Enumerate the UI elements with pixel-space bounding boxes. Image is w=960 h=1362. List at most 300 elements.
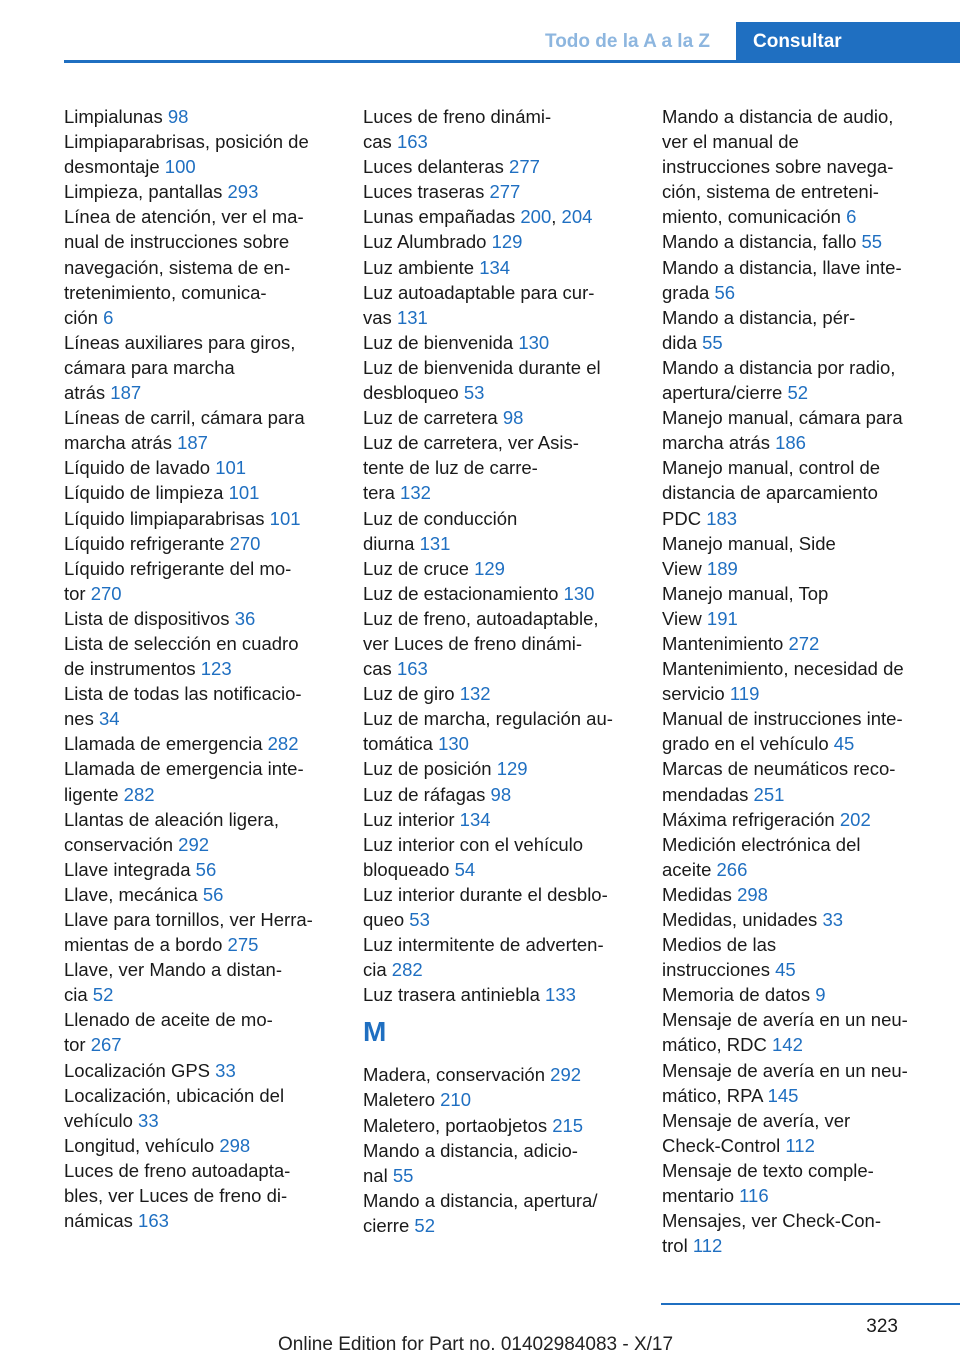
page-link[interactable]: 251 <box>753 783 785 805</box>
page-link[interactable]: 123 <box>200 658 232 680</box>
index-term-text: Longitud, vehículo <box>64 1134 215 1156</box>
index-entry-line <box>662 255 947 280</box>
index-entry <box>363 581 638 606</box>
index-term-text: vehículo <box>64 1109 133 1131</box>
index-term-text: mático, RPA <box>662 1084 763 1106</box>
index-term-text: tor <box>64 1034 86 1056</box>
page-link[interactable]: 52 <box>414 1214 435 1236</box>
index-entry-line <box>662 154 947 179</box>
index-entry-line <box>363 782 638 807</box>
page-link[interactable]: 55 <box>861 231 883 253</box>
page-link[interactable]: 267 <box>90 1034 122 1056</box>
index-entry-line <box>662 355 947 380</box>
index-term-text: Luces de freno autoadapta- <box>64 1159 291 1181</box>
index-entry <box>662 229 947 254</box>
index-entry-line <box>64 756 339 781</box>
index-entry-line <box>363 305 638 330</box>
index-term-text: nes <box>64 708 94 730</box>
index-term-text: diurna <box>363 532 415 554</box>
page-link[interactable]: 270 <box>229 532 261 554</box>
page-link[interactable]: 52 <box>92 984 114 1006</box>
index-term-text: grada <box>662 281 710 303</box>
page-link[interactable]: 129 <box>474 557 505 579</box>
index-term-text: mático, RDC <box>662 1034 767 1056</box>
index-entry-line <box>662 581 947 606</box>
index-entry <box>363 506 638 556</box>
index-term-text: Manejo manual, Top <box>662 582 829 604</box>
page-link[interactable]: 131 <box>396 306 428 328</box>
index-entry-line <box>662 782 947 807</box>
index-term-text: de instrumentos <box>64 658 196 680</box>
index-entry-line <box>64 154 339 179</box>
index-term-text: instrucciones <box>662 959 770 981</box>
index-term-text: Mando a distancia por radio, <box>662 356 896 378</box>
index-entry-line <box>64 480 339 505</box>
index-entry <box>662 756 947 806</box>
index-entry <box>64 179 339 204</box>
index-entry-line <box>363 606 638 631</box>
index-entry <box>363 430 638 505</box>
index-entry-line <box>64 405 339 430</box>
index-term-text: queo <box>363 909 405 930</box>
page-link[interactable]: 101 <box>269 507 301 529</box>
index-entry <box>363 280 638 330</box>
page-link[interactable]: 98 <box>502 407 524 429</box>
page-link[interactable]: 277 <box>509 156 540 178</box>
index-term-text: Máxima refrigeración <box>662 808 835 830</box>
page-link[interactable]: 9 <box>815 984 826 1006</box>
index-entry-line <box>363 380 638 405</box>
page-link[interactable]: 132 <box>459 683 491 705</box>
index-term-text: Medios de las <box>662 934 777 956</box>
index-entry-line <box>64 1133 339 1158</box>
page-link[interactable]: 33 <box>215 1059 236 1081</box>
page-link[interactable]: 163 <box>396 131 428 153</box>
index-entry <box>363 982 638 1007</box>
index-entry <box>363 1138 638 1188</box>
index-term-text: Lista de selección en cuadro <box>64 632 299 654</box>
index-entry <box>64 531 339 556</box>
page-link[interactable]: 53 <box>463 382 485 404</box>
index-entry-line <box>662 1058 947 1083</box>
index-entry <box>662 1058 947 1108</box>
page-link[interactable]: 142 <box>772 1034 803 1056</box>
index-entry-line <box>64 129 339 154</box>
index-entry <box>64 1083 339 1133</box>
index-entry-line <box>64 430 339 455</box>
breadcrumb: Todo de la A a la Z <box>545 31 711 52</box>
index-term-text: tera <box>363 482 395 504</box>
page-link[interactable]: 134 <box>459 808 491 830</box>
page-link[interactable]: 98 <box>167 106 189 127</box>
index-term-text: ligente <box>64 783 119 805</box>
index-term-text: miento, comunicación <box>662 206 841 228</box>
index-term-text: Manejo manual, cámara para <box>662 407 903 429</box>
index-term-text: atrás <box>64 382 106 404</box>
index-term-text: Luz interior durante el desblo- <box>363 883 608 905</box>
index-entry-line <box>662 280 947 305</box>
index-entry-line <box>363 982 638 1007</box>
index-term-text: Mando a distancia, apertura/ <box>363 1189 598 1211</box>
page-link[interactable]: 119 <box>729 683 760 705</box>
page-link[interactable]: 202 <box>839 808 871 830</box>
index-term-text: Llamada de emergencia inte- <box>64 758 304 780</box>
index-term-text: Luces delanteras <box>363 156 504 178</box>
index-entry-line <box>363 506 638 531</box>
index-entry <box>662 907 947 932</box>
index-entry <box>363 807 638 832</box>
page-link[interactable]: 101 <box>228 482 260 504</box>
index-term-text: Llave, mecánica <box>64 883 198 905</box>
page-link[interactable]: 116 <box>739 1185 769 1207</box>
page-link[interactable]: 163 <box>138 1210 169 1232</box>
page-link[interactable]: 129 <box>496 758 528 780</box>
index-term-text: ver el manual de <box>662 131 799 153</box>
index-entry-line <box>363 656 638 681</box>
page-link[interactable]: 282 <box>391 959 423 981</box>
index-entry-line <box>662 531 947 556</box>
index-entry-line <box>64 556 339 581</box>
page-link[interactable]: 186 <box>775 432 806 454</box>
page-link[interactable]: 292 <box>178 833 210 855</box>
index-entry-line <box>64 255 339 280</box>
index-entry <box>662 982 947 1007</box>
index-term-text: Localización GPS <box>64 1059 211 1081</box>
page-link[interactable]: 112 <box>692 1235 723 1257</box>
index-term-text: conservación <box>64 833 174 855</box>
index-entry-line <box>662 556 947 581</box>
index-term-text: Mensaje de texto comple- <box>662 1159 874 1181</box>
page-link[interactable]: 6 <box>846 206 857 228</box>
index-term-text: navegación, sistema de en- <box>64 256 291 278</box>
page-link[interactable]: 130 <box>518 331 550 353</box>
index-entry-line <box>64 706 339 731</box>
page-link[interactable]: 210 <box>440 1089 471 1111</box>
index-entry-line <box>363 1087 638 1112</box>
index-entry <box>662 656 947 706</box>
page-link[interactable]: 98 <box>490 783 512 805</box>
index-term-text: Luz de carretera <box>363 407 498 429</box>
index-entry-line <box>64 355 339 380</box>
index-entry-line <box>662 179 947 204</box>
index-term-text: Mantenimiento <box>662 632 784 654</box>
index-entry <box>662 1208 947 1258</box>
index-entry-line <box>363 907 638 932</box>
index-entry-line <box>662 1233 947 1258</box>
index-term-text: Manejo manual, Side <box>662 532 836 554</box>
index-term-text: Limpiaparabrisas, posición de <box>64 131 309 153</box>
index-entry <box>662 807 947 832</box>
page-link[interactable]: 55 <box>702 331 723 353</box>
index-entry-line <box>363 480 638 505</box>
index-entry-line <box>64 631 339 656</box>
section-tab: Consultar <box>736 22 960 63</box>
index-term-text: Luces de freno dinámi- <box>363 106 552 127</box>
index-entry-line <box>363 430 638 455</box>
index-entry-line <box>363 455 638 480</box>
index-entry-line <box>64 305 339 330</box>
index-entry-line <box>662 330 947 355</box>
page-link[interactable]: 293 <box>227 181 259 203</box>
index-entry-line <box>363 129 638 154</box>
index-column-2 <box>363 104 638 1238</box>
index-entry <box>64 857 339 882</box>
index-term-text: Luz de bienvenida durante el <box>363 356 601 378</box>
index-entry-line <box>64 531 339 556</box>
page-link[interactable]: 52 <box>787 382 809 404</box>
index-entry <box>64 731 339 756</box>
index-entry <box>64 807 339 857</box>
index-entry <box>64 1133 339 1158</box>
index-term-text: Línea de atención, ver el ma- <box>64 206 304 228</box>
index-term-text: Luz de cruce <box>363 557 469 579</box>
page-link[interactable]: 45 <box>833 733 855 755</box>
page-link[interactable]: 45 <box>775 959 796 981</box>
index-entry-line <box>64 104 339 129</box>
page-link[interactable]: 130 <box>438 733 469 755</box>
page-link[interactable]: 36 <box>234 607 256 629</box>
page-link[interactable]: 101 <box>215 457 247 479</box>
page-link[interactable]: 55 <box>392 1164 414 1186</box>
index-term-text: Lunas empañadas <box>363 206 516 228</box>
index-entry-line <box>64 1208 339 1233</box>
index-entry <box>64 681 339 731</box>
index-entry-line <box>363 154 638 179</box>
page-link[interactable]: 53 <box>409 909 430 930</box>
index-entry-line <box>64 581 339 606</box>
index-entry <box>64 506 339 531</box>
index-entry <box>363 556 638 581</box>
index-entry-line <box>363 1188 638 1213</box>
index-entry-line <box>64 455 339 480</box>
index-term-text: Mensaje de avería, ver <box>662 1109 851 1131</box>
page-link[interactable]: 270 <box>90 582 122 604</box>
index-entry-line <box>64 229 339 254</box>
index-entry-line <box>662 857 947 882</box>
index-entry <box>64 606 339 631</box>
page-link[interactable]: 145 <box>767 1084 799 1106</box>
index-term-text: cas <box>363 131 392 153</box>
index-entry-line <box>662 756 947 781</box>
index-column-1 <box>64 104 339 1233</box>
index-term-text: Marcas de neumáticos reco- <box>662 758 896 780</box>
page-link[interactable]: 56 <box>714 281 736 303</box>
index-term-text: Luz de ráfagas <box>363 783 486 805</box>
index-term-text: cia <box>363 959 387 981</box>
index-entry-line <box>64 731 339 756</box>
index-entry <box>64 556 339 606</box>
index-term-text: Llave, ver Mando a distan- <box>64 959 283 981</box>
index-entry-line <box>662 706 947 731</box>
index-term-text: Mensaje de avería en un neu- <box>662 1009 908 1031</box>
index-term-text: trol <box>662 1235 688 1257</box>
index-entry <box>64 1158 339 1233</box>
index-term-text: Medidas, unidades <box>662 909 818 930</box>
index-term-text: Madera, conservación <box>363 1064 546 1086</box>
page-link[interactable]: 33 <box>138 1109 159 1131</box>
index-entry <box>363 1113 638 1138</box>
index-term-text: Maletero <box>363 1089 435 1111</box>
index-term-text: Luz de estacionamiento <box>363 582 559 604</box>
index-entry-line <box>64 832 339 857</box>
page-link[interactable]: 33 <box>822 909 844 930</box>
index-term-text: View <box>662 607 702 629</box>
index-term-text: dida <box>662 331 697 353</box>
index-term-text: Manejo manual, control de <box>662 457 881 479</box>
index-entry-line <box>64 681 339 706</box>
index-term-text: vas <box>363 306 392 328</box>
index-entry-line <box>363 932 638 957</box>
index-term-text: Líquido limpiaparabrisas <box>64 507 265 529</box>
index-entry-line <box>363 681 638 706</box>
index-entry <box>662 455 947 530</box>
page-link[interactable]: 277 <box>489 181 521 203</box>
index-entry-line <box>64 907 339 932</box>
index-entry-line <box>363 229 638 254</box>
index-term-text: distancia de aparcamiento <box>662 482 878 504</box>
page-link[interactable]: 298 <box>737 883 768 905</box>
index-entry-line <box>363 330 638 355</box>
index-entry <box>662 355 947 405</box>
page-link[interactable]: 187 <box>177 432 208 454</box>
index-entry-line <box>363 280 638 305</box>
page-link[interactable]: 298 <box>219 1134 251 1156</box>
page-link[interactable]: 282 <box>267 733 299 755</box>
index-entry <box>363 681 638 706</box>
index-entry-line <box>363 1138 638 1163</box>
index-entry-line <box>662 807 947 832</box>
index-term-text: Luz de marcha, regulación au- <box>363 708 613 730</box>
index-entry <box>363 229 638 254</box>
index-term-text: nal <box>363 1164 388 1186</box>
index-entry <box>363 932 638 982</box>
page-link[interactable]: 183 <box>706 507 738 529</box>
index-entry-line <box>363 756 638 781</box>
index-term-text: desmontaje <box>64 156 160 178</box>
index-term-text: Llamada de emergencia <box>64 733 263 755</box>
index-entry <box>662 1108 947 1158</box>
index-entry-line <box>662 631 947 656</box>
page-link[interactable]: 272 <box>788 632 820 654</box>
page-link[interactable]: 191 <box>706 607 738 629</box>
index-term-text: View <box>662 557 702 579</box>
page-link[interactable]: 282 <box>123 783 155 805</box>
index-entry-line <box>363 179 638 204</box>
page-link[interactable]: 275 <box>227 934 259 956</box>
page-link[interactable]: 129 <box>491 231 523 253</box>
page-link[interactable]: 130 <box>563 582 595 604</box>
index-term-text: Luz autoadaptable para cur- <box>363 281 595 303</box>
index-entry-line <box>662 832 947 857</box>
index-entry-line <box>662 229 947 254</box>
index-entry-line <box>64 1058 339 1083</box>
index-entry <box>64 907 339 957</box>
index-column-3 <box>662 104 947 1258</box>
page-link[interactable]: 56 <box>202 883 224 905</box>
index-term-text: Maletero, portaobjetos <box>363 1114 548 1136</box>
page-link[interactable]: 54 <box>454 858 476 880</box>
page-link[interactable]: 112 <box>785 1134 815 1156</box>
index-term-text: Limpialunas <box>64 106 163 127</box>
page-link[interactable]: 56 <box>195 858 217 880</box>
index-entry-line <box>662 882 947 907</box>
index-entry-line <box>662 1108 947 1133</box>
page-link[interactable]: 100 <box>164 156 196 178</box>
index-term-text: Luz de carretera, ver Asis- <box>363 432 579 454</box>
page-link[interactable]: 215 <box>552 1114 584 1136</box>
index-term-text: Mantenimiento, necesidad de <box>662 658 904 680</box>
index-term-text: Mando a distancia, pér- <box>662 306 856 328</box>
index-term-text: Luz de bienvenida <box>363 331 514 353</box>
page-link[interactable]: 6 <box>103 306 114 328</box>
index-term-text: Líquido refrigerante <box>64 532 225 554</box>
index-term-text: cierre <box>363 1214 410 1236</box>
index-term-text: ción, sistema de entreteni- <box>662 181 879 203</box>
index-term-text: Limpieza, pantallas <box>64 181 223 203</box>
index-entry <box>662 255 947 305</box>
index-entry-line <box>64 807 339 832</box>
index-entry-line <box>662 1158 947 1183</box>
index-entry-line <box>64 1032 339 1057</box>
page-link[interactable]: 134 <box>479 256 511 278</box>
index-entry <box>64 756 339 806</box>
page-link[interactable]: 132 <box>400 482 431 504</box>
index-term-text: Mando a distancia, fallo <box>662 231 857 253</box>
index-entry-line <box>363 581 638 606</box>
page-link[interactable]: 266 <box>716 858 748 880</box>
index-entry <box>363 1062 638 1087</box>
index-entry-line <box>363 731 638 756</box>
page-link[interactable]: 189 <box>706 557 738 579</box>
page-link[interactable]: 187 <box>110 382 142 404</box>
index-term-text: tente de luz de carre- <box>363 457 538 479</box>
index-entry-line <box>64 1183 339 1208</box>
index-entry-line <box>64 204 339 229</box>
index-entry <box>363 179 638 204</box>
page-link[interactable]: 34 <box>98 708 120 730</box>
index-term-text: Luz de freno, autoadaptable, <box>363 607 599 629</box>
index-entry-line <box>662 380 947 405</box>
page-link[interactable]: 133 <box>545 984 576 1006</box>
index-entry-line <box>662 1208 947 1233</box>
page-link[interactable]: 163 <box>396 658 428 680</box>
index-entry-line <box>662 305 947 330</box>
index-entry-line <box>662 480 947 505</box>
index-entry-line <box>64 380 339 405</box>
index-term-text: Llave integrada <box>64 858 191 880</box>
index-entry <box>363 1087 638 1112</box>
index-term-text: instrucciones sobre navega- <box>662 156 894 178</box>
index-entry <box>64 104 339 129</box>
page-link[interactable]: 204 <box>561 206 593 228</box>
index-term-text: tomática <box>363 733 433 755</box>
index-entry-line <box>64 957 339 982</box>
page-link[interactable]: 292 <box>550 1064 582 1086</box>
index-entry <box>363 606 638 681</box>
index-entry <box>662 405 947 455</box>
index-entry <box>662 932 947 982</box>
page-link[interactable]: 200 <box>520 206 552 228</box>
index-term-text: ción <box>64 306 98 328</box>
index-entry-line <box>662 681 947 706</box>
page-link[interactable]: 131 <box>419 532 451 554</box>
index-term-text: marcha atrás <box>64 432 172 454</box>
index-entry <box>363 255 638 280</box>
index-term-text: námicas <box>64 1210 133 1232</box>
index-term-text: Memoria de datos <box>662 984 811 1006</box>
index-entry-line <box>662 1007 947 1032</box>
index-entry-line <box>64 932 339 957</box>
